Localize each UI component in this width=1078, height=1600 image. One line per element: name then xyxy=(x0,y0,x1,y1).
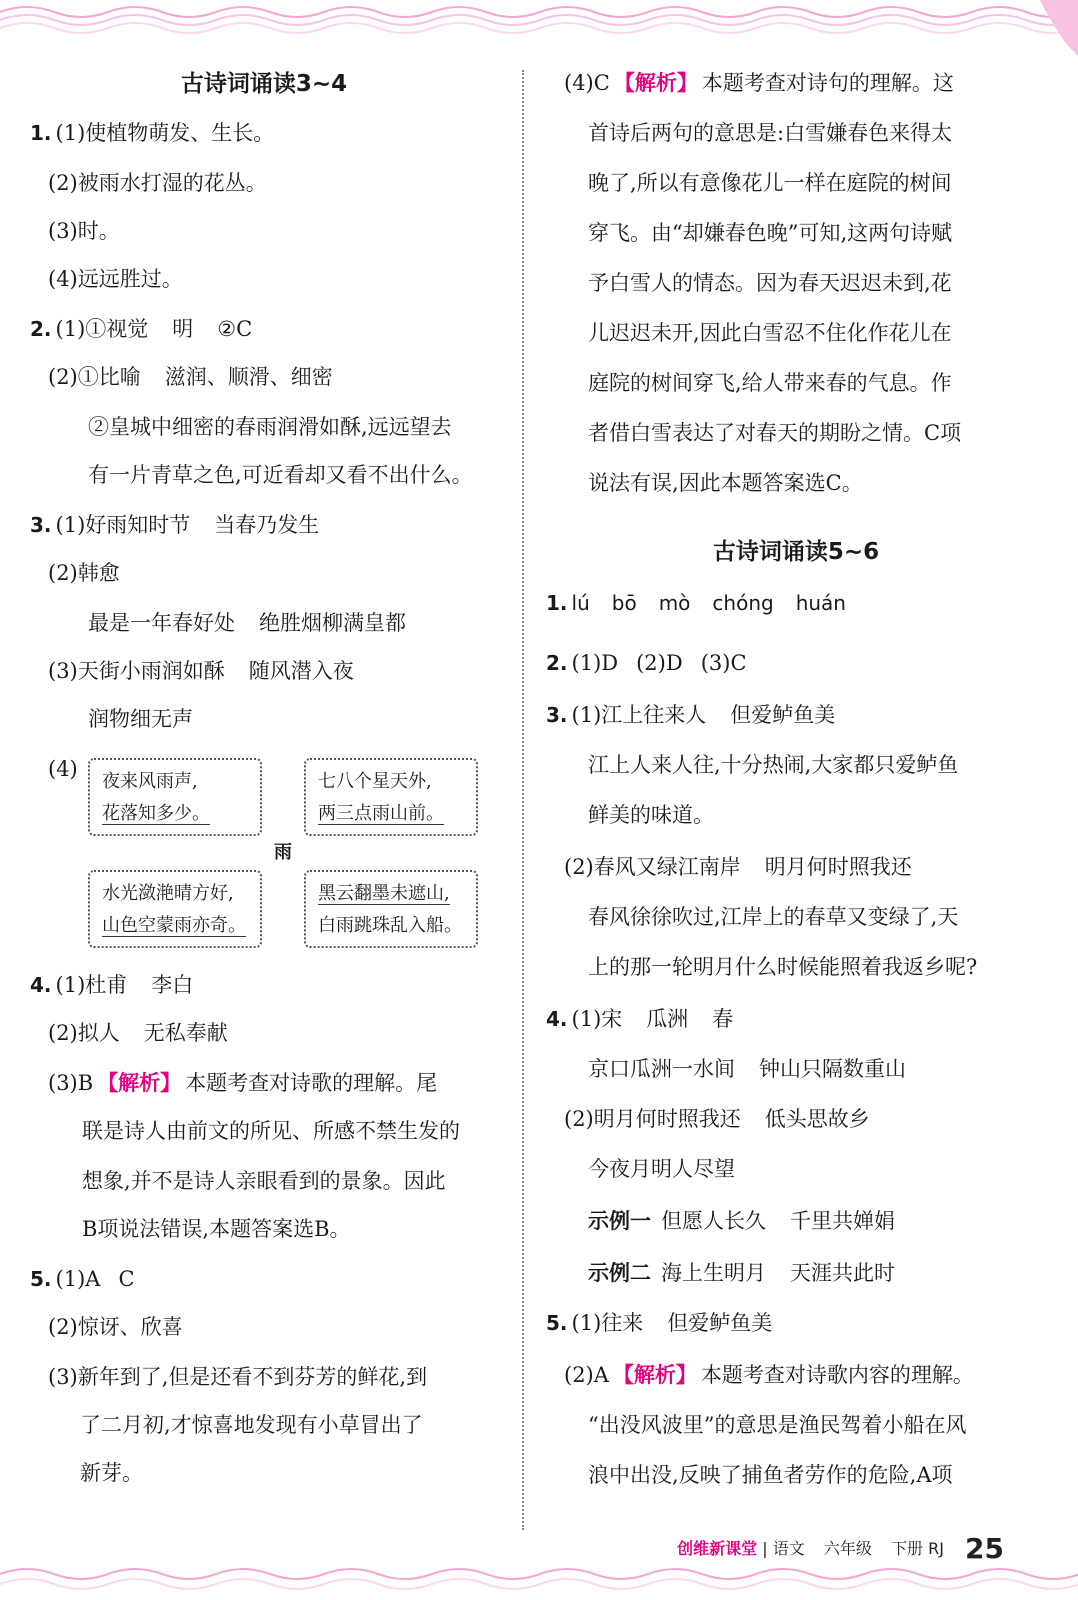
r-q2-line: 2. (1)D (2)D (3)C xyxy=(546,651,747,675)
r-q3-line-2: 江上人来人往,十分热闹,大家都只爱鲈鱼 xyxy=(588,753,959,777)
q1-line-4: (4)远远胜过。 xyxy=(48,267,183,291)
rain-poem-box-1: 夜来风雨声, 花落知多少。 xyxy=(88,758,262,836)
footer-edition: RJ xyxy=(928,1539,944,1558)
q5-line-2: (2)惊讶、欣喜 xyxy=(48,1315,183,1339)
footer-term: 下册 xyxy=(890,1539,923,1558)
rain-center-label: 雨 xyxy=(274,842,292,863)
c4-line-4: 穿飞。由“却嫌春色晚”可知,这两句诗赋 xyxy=(588,221,953,245)
rain-poem-box-2: 七八个星天外, 两三点雨山前。 xyxy=(304,758,478,836)
r-q4-line-2: 京口瓜洲一水间 钟山只隔数重山 xyxy=(588,1057,906,1081)
footer-separator: | xyxy=(762,1539,768,1558)
q2-line-3: ②皇城中细密的春雨润滑如酥,远远望去 xyxy=(88,415,452,439)
q2-line-2: (2)①比喻 滋润、顺滑、细密 xyxy=(48,365,333,389)
q4-line-1: 4. (1)杜甫 李白 xyxy=(30,973,194,997)
rain-poem-box-4: 黑云翻墨未遮山, 白雨跳珠乱入船。 xyxy=(304,870,478,948)
q3-line-2: (2)韩愈 xyxy=(48,561,120,585)
r-q1-pinyin: 1. lú bō mò chóng huán xyxy=(546,591,846,615)
r-q4-example-1: 示例一 但愿人长久 千里共婵娟 xyxy=(588,1208,895,1233)
section-title-3-4: 古诗词诵读3~4 xyxy=(180,71,348,97)
r-q5-line-3: “出没风波里”的意思是渔民驾着小船在风 xyxy=(588,1413,967,1437)
r-q4-line-1: 4. (1)宋 瓜洲 春 xyxy=(546,1007,734,1031)
q5-line-3: (3)新年到了,但是还看不到芬芳的鲜花,到 xyxy=(48,1365,428,1389)
q4-line-4: 联是诗人由前文的所见、所感不禁生发的 xyxy=(82,1119,460,1143)
top-wave-decoration xyxy=(0,0,1078,56)
q3-line-6: (4) xyxy=(48,757,78,781)
r-q4-line-3: (2)明月何时照我还 低头思故乡 xyxy=(564,1107,870,1131)
r-q3-line-3: 鲜美的味道。 xyxy=(588,803,714,827)
q5-line-4: 了二月初,才惊喜地发现有小草冒出了 xyxy=(80,1413,423,1437)
bottom-wave-decoration xyxy=(0,1560,1078,1600)
c4-line-7: 庭院的树间穿飞,给人带来春的气息。作 xyxy=(588,371,952,395)
section-title-5-6: 古诗词诵读5~6 xyxy=(712,539,880,565)
analysis-tag: 【解析】 xyxy=(97,1070,182,1095)
r-q3-line-1: 3. (1)江上往来人 但爱鲈鱼美 xyxy=(546,703,836,727)
r-q4-line-4: 今夜月明人尽望 xyxy=(588,1157,735,1181)
q3-line-5: 润物细无声 xyxy=(88,707,193,731)
r-q3-line-4: (2)春风又绿江南岸 明月何时照我还 xyxy=(564,855,912,879)
column-divider xyxy=(522,70,524,1530)
q4-line-3: (3)B 【解析】 本题考查对诗歌的理解。尾 xyxy=(48,1070,438,1095)
page-number: 25 xyxy=(965,1532,1004,1565)
analysis-tag: 【解析】 xyxy=(612,1362,697,1387)
q4-line-2: (2)拟人 无私奉献 xyxy=(48,1021,228,1045)
page-footer xyxy=(677,1532,1004,1565)
q1-line-3: (3)时。 xyxy=(48,219,120,243)
c4-line-1: (4)C 【解析】 本题考查对诗句的理解。这 xyxy=(564,70,954,95)
q2-line-1: 2. (1)①视觉 明 ②C xyxy=(30,317,253,341)
c4-line-9: 说法有误,因此本题答案选C。 xyxy=(588,471,863,495)
analysis-tag: 【解析】 xyxy=(613,70,698,95)
r-q3-line-6: 上的那一轮明月什么时候能照着我返乡呢? xyxy=(588,955,978,979)
c4-line-3: 晚了,所以有意像花儿一样在庭院的树间 xyxy=(588,171,952,195)
q1-line-2: (2)被雨水打湿的花丛。 xyxy=(48,171,267,195)
q5-line-1: 5. (1)A C xyxy=(30,1267,135,1291)
q1-line-1: 1. (1)使植物萌发、生长。 xyxy=(30,121,275,145)
q3-line-3: 最是一年春好处 绝胜烟柳满皇都 xyxy=(88,611,406,635)
footer-subject: 语文 xyxy=(772,1539,805,1558)
r-q4-example-2: 示例二 海上生明月 天涯共此时 xyxy=(588,1260,895,1285)
q2-line-4: 有一片青草之色,可近看却又看不出什么。 xyxy=(88,463,473,487)
rain-poem-box-3: 水光潋滟晴方好, 山色空蒙雨亦奇。 xyxy=(88,870,262,948)
q4-line-5: 想象,并不是诗人亲眼看到的景象。因此 xyxy=(82,1169,446,1193)
q4-line-6: B项说法错误,本题答案选B。 xyxy=(82,1217,351,1241)
r-q5-line-1: 5. (1)往来 但爱鲈鱼美 xyxy=(546,1311,773,1335)
c4-line-5: 予白雪人的情态。因为春天迟迟未到,花 xyxy=(588,271,952,295)
r-q3-line-5: 春风徐徐吹过,江岸上的春草又变绿了,天 xyxy=(588,905,959,929)
r-q5-line-2: (2)A 【解析】 本题考查对诗歌内容的理解。 xyxy=(564,1362,974,1387)
c4-line-8: 者借白雪表达了对春天的期盼之情。C项 xyxy=(588,421,962,445)
c4-line-6: 儿迟迟未开,因此白雪忍不住化作花儿在 xyxy=(588,321,952,345)
r-q5-line-4: 浪中出没,反映了捕鱼者劳作的危险,A项 xyxy=(588,1463,953,1487)
q3-line-4: (3)天街小雨润如酥 随风潜入夜 xyxy=(48,659,354,683)
c4-line-2: 首诗后两句的意思是:白雪嫌春色来得太 xyxy=(588,121,953,145)
footer-grade: 六年级 xyxy=(823,1539,872,1558)
footer-brand: 创维新课堂 xyxy=(677,1539,758,1558)
q3-line-1: 3. (1)好雨知时节 当春乃发生 xyxy=(30,513,320,537)
q5-line-5: 新芽。 xyxy=(80,1461,143,1485)
